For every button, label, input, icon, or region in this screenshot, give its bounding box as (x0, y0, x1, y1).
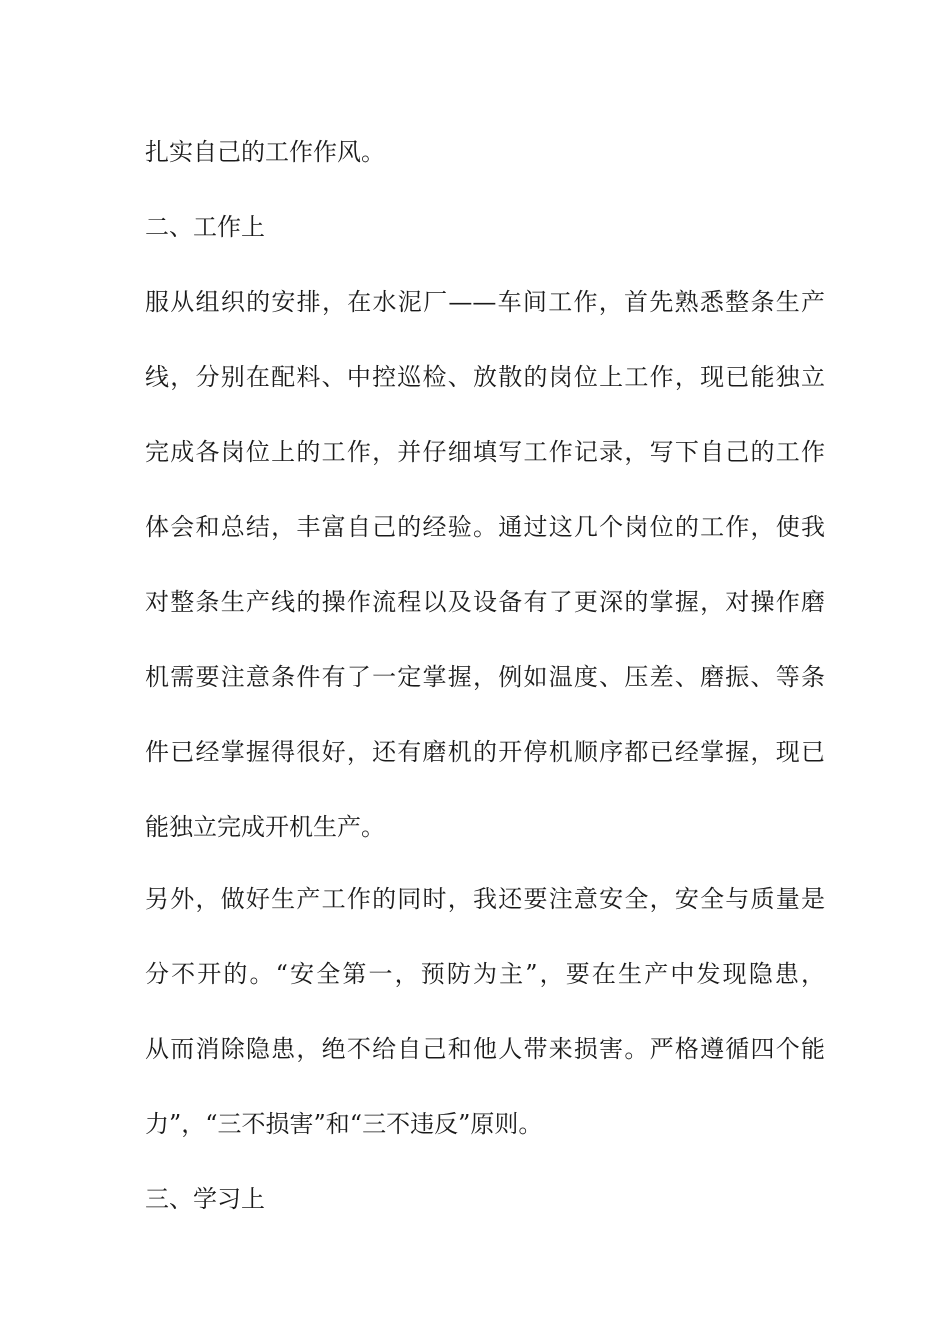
section-heading-study: 三、学习上 (145, 1185, 265, 1213)
paragraph-line: 另外，做好生产工作的同时，我还要注意安全，安全与质量是 (145, 885, 825, 913)
paragraph-line: 完成各岗位上的工作，并仔细填写工作记录，写下自己的工作 (145, 438, 825, 466)
section-heading-work: 二、工作上 (145, 213, 265, 241)
paragraph-line: 机需要注意条件有了一定掌握，例如温度、压差、磨振、等条 (145, 663, 825, 691)
paragraph-line: 体会和总结，丰富自己的经验。通过这几个岗位的工作，使我 (145, 513, 825, 541)
paragraph-line: 件已经掌握得很好，还有磨机的开停机顺序都已经掌握，现已 (145, 738, 825, 766)
paragraph-line: 力”，“三不损害”和“三不违反”原则。 (145, 1110, 543, 1138)
paragraph-line: 分不开的。“安全第一，预防为主”，要在生产中发现隐患， (145, 960, 825, 988)
paragraph-line: 扎实自己的工作作风。 (145, 138, 385, 166)
paragraph-line: 对整条生产线的操作流程以及设备有了更深的掌握，对操作磨 (145, 588, 825, 616)
paragraph-line: 服从组织的安排，在水泥厂——车间工作，首先熟悉整条生产 (145, 288, 825, 316)
paragraph-line: 从而消除隐患，绝不给自己和他人带来损害。严格遵循四个能 (145, 1035, 825, 1063)
paragraph-line: 能独立完成开机生产。 (145, 813, 385, 841)
paragraph-line: 线，分别在配料、中控巡检、放散的岗位上工作，现已能独立 (145, 363, 825, 391)
